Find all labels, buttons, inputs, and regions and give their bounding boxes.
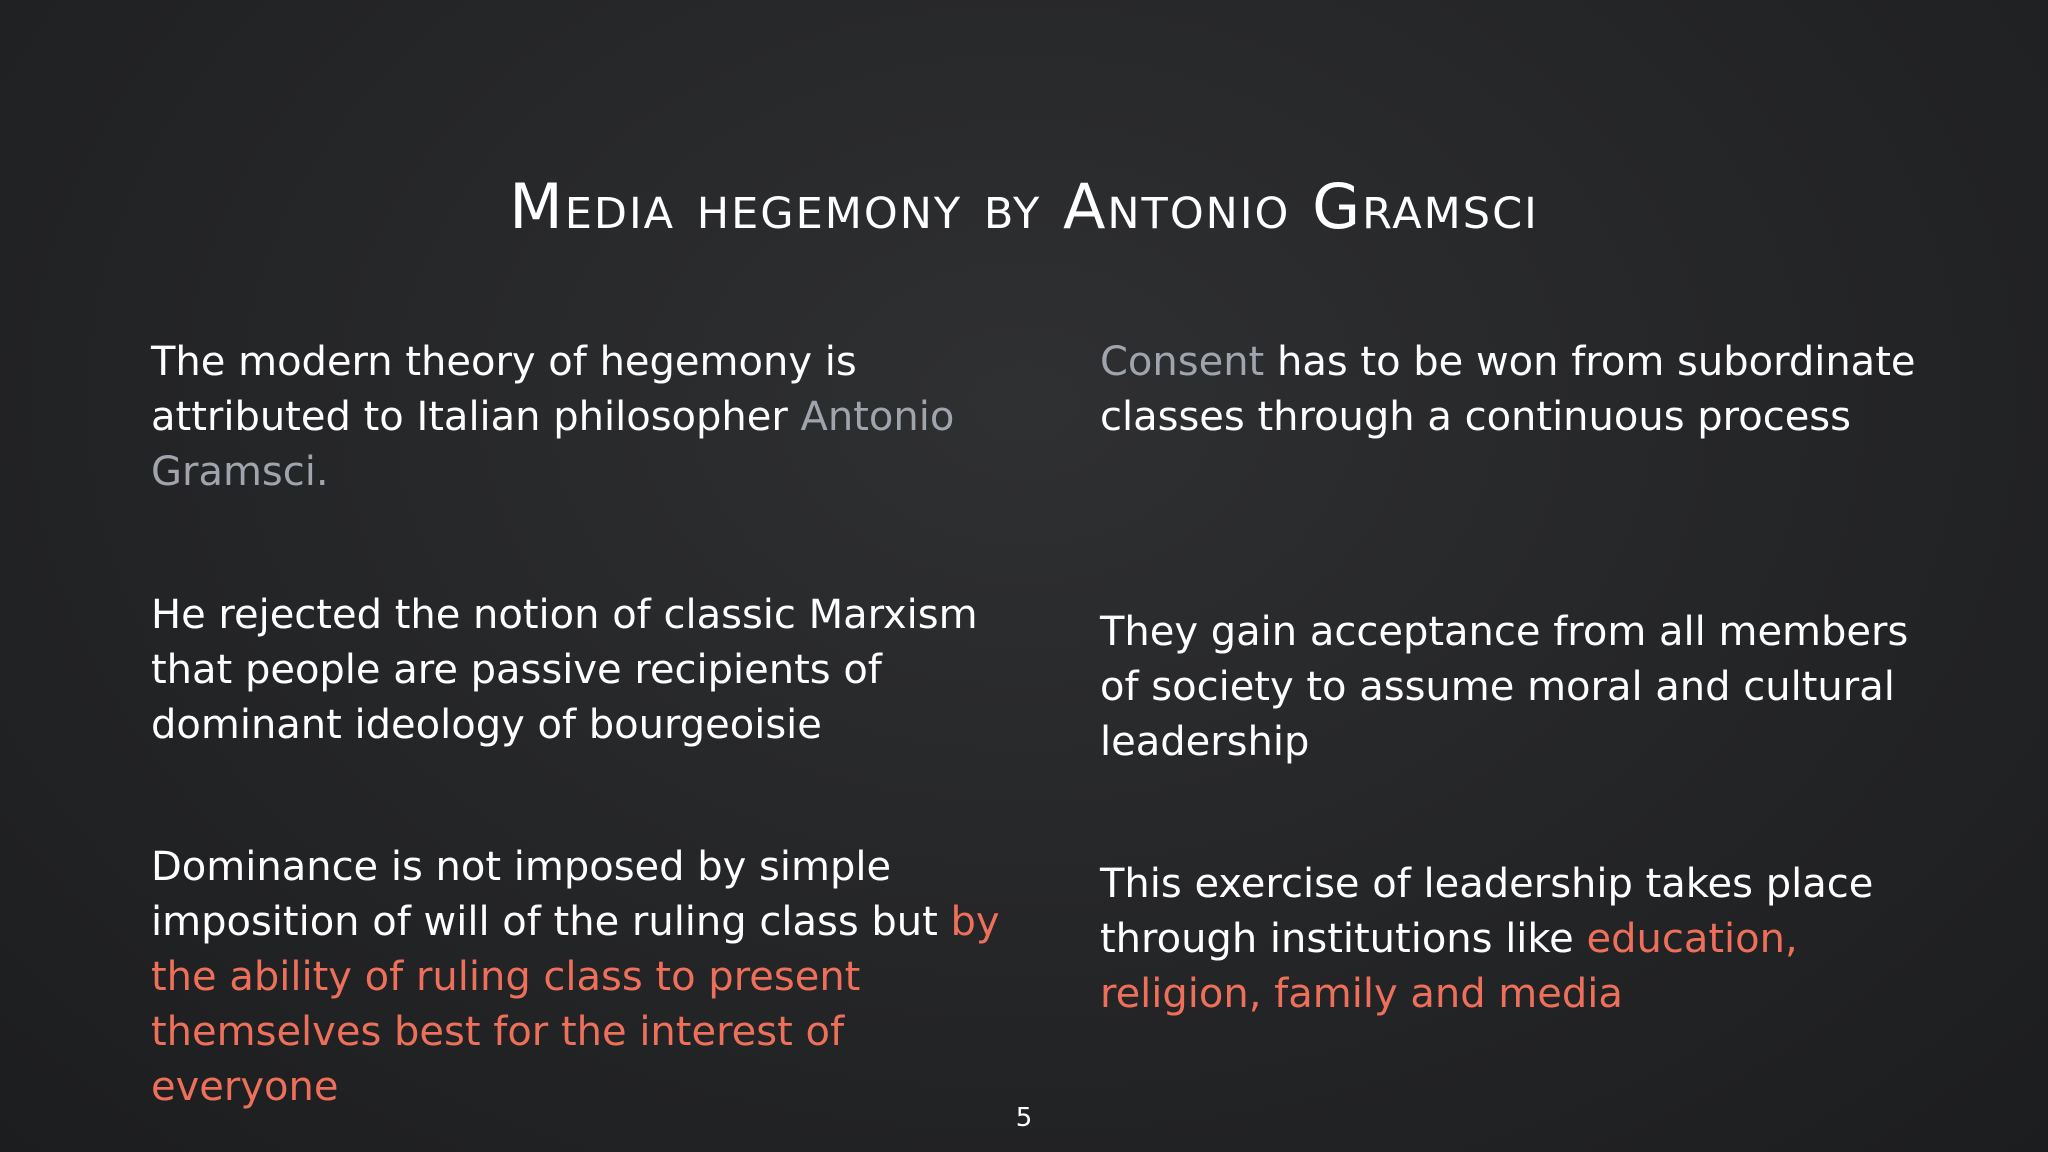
- right-paragraph-3: [1100, 857, 1950, 1022]
- left-paragraph-3-text: Dominance is not imposed by simple imposition of will of the ruling class but: [151, 844, 951, 945]
- right-paragraph-3-highlight: education, religion, family and media: [1100, 916, 1798, 1017]
- right-paragraph-3-text: This exercise of leadership takes place through institutions like: [1100, 861, 1874, 962]
- right-paragraph-1-text: has to be won from subordinate classes through a continuous process: [1100, 339, 1916, 440]
- right-paragraph-1-highlight: Consent: [1100, 339, 1265, 385]
- left-paragraph-2-text: He rejected the notion of classic Marxism that people are passive recipients of dominant ideology of bourgeoisie: [151, 592, 978, 748]
- page-number: 5: [1015, 1103, 1033, 1133]
- right-paragraph-2: [1100, 605, 1950, 770]
- left-paragraph-1: [151, 335, 1001, 500]
- left-paragraph-1-highlight: Antonio Gramsci.: [151, 394, 955, 495]
- right-paragraph-2-text: They gain acceptance from all members of society to assume moral and cultural leadership: [1100, 609, 1909, 765]
- left-paragraph-3: [151, 840, 1001, 1115]
- left-paragraph-2: [151, 588, 1001, 753]
- slide-title: Media hegemony by Antonio Gramsci: [509, 170, 1539, 243]
- left-paragraph-1-text: The modern theory of hegemony is attributed to Italian philosopher: [151, 339, 857, 440]
- right-paragraph-1: [1100, 335, 1950, 445]
- left-paragraph-3-highlight: by the ability of ruling class to present themselves best for the interest of everyone: [151, 899, 1000, 1110]
